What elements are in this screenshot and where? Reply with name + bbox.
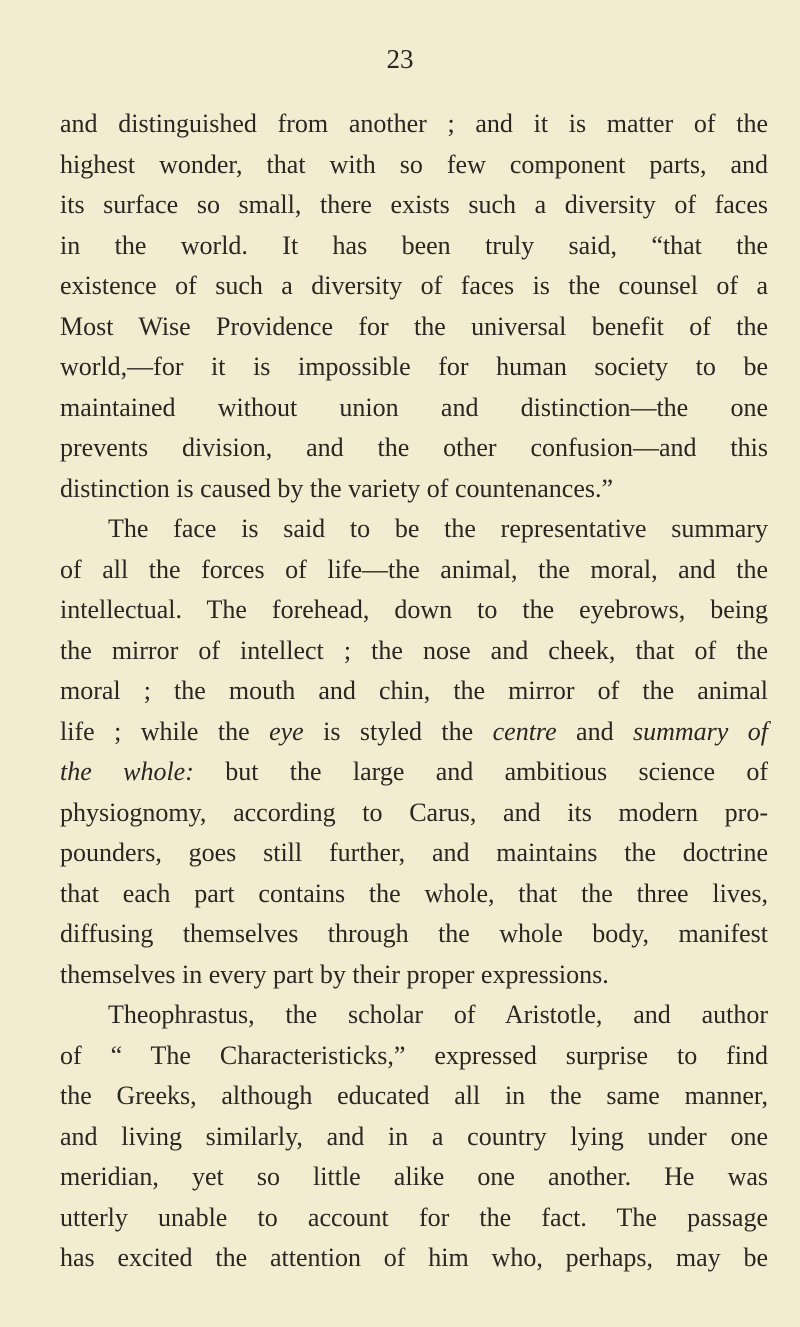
text-segment: but the large and ambitious science of (193, 757, 768, 786)
text-line: of all the forces of life—the animal, the moral, and the (60, 554, 768, 584)
text-line: in the world. It has been truly said, “that the (60, 230, 768, 260)
text-line: world,—for it is impossible for human society to be (60, 352, 768, 381)
text-line: distinction is caused by the variety of countenances.” (60, 473, 614, 503)
text-line: the mirror of intellect ; the nose and cheek, that of the (60, 635, 768, 665)
text-line: themselves in every part by their proper expressions. (60, 959, 609, 989)
text-line: the Greeks, although educated all in the same manner, (60, 1081, 768, 1110)
text-line (60, 752, 768, 793)
text-line: meridian, yet so little alike one another. He was (60, 1162, 768, 1191)
text-line: of “ The Characteristicks,” expressed surprise to find (60, 1040, 768, 1070)
text-line: highest wonder, that with so few component parts, and (60, 149, 768, 179)
italic-text: centre (492, 716, 557, 746)
text-line: its surface so small, there exists such a diversity of faces (60, 190, 768, 219)
body-text (60, 104, 768, 1279)
text-line: pounders, goes still further, and maintains the doctrine (60, 838, 768, 867)
text-line: that each part contains the whole, that the three lives, (60, 878, 768, 908)
text-line: prevents division, and the other confusion—and this (60, 433, 768, 462)
text-line: diffusing themselves through the whole body, manifest (60, 919, 768, 948)
text-line: intellectual. The forehead, down to the eyebrows, being (60, 595, 768, 624)
text-line: physiognomy, according to Carus, and its modern pro- (60, 797, 768, 827)
text-line: Theophrastus, the scholar of Aristotle, and author (108, 1000, 768, 1029)
page-number: 23 (386, 44, 414, 74)
text-line: The face is said to be the representative summary (108, 514, 768, 543)
italic-text: summary of (633, 716, 768, 746)
text-line (60, 712, 768, 753)
text-segment: and (556, 716, 634, 746)
text-line: existence of such a diversity of faces is the counsel of a (60, 271, 768, 300)
text-line: and living similarly, and in a country lying under one (60, 1121, 768, 1151)
text-line: moral ; the mouth and chin, the mirror of the animal (60, 676, 768, 705)
text-line: has excited the attention of him who, perhaps, may be (60, 1243, 768, 1272)
text-segment: is styled the (303, 716, 493, 746)
text-segment: life ; while the (60, 716, 270, 746)
text-line: Most Wise Providence for the universal benefit of the (60, 311, 768, 341)
text-line: and distinguished from another ; and it is matter of the (60, 109, 768, 138)
italic-text: eye (269, 716, 304, 746)
text-line: utterly unable to account for the fact. The passage (60, 1202, 768, 1232)
italic-text: the whole: (60, 757, 194, 786)
text-line: maintained without union and distinction—the one (60, 392, 768, 422)
